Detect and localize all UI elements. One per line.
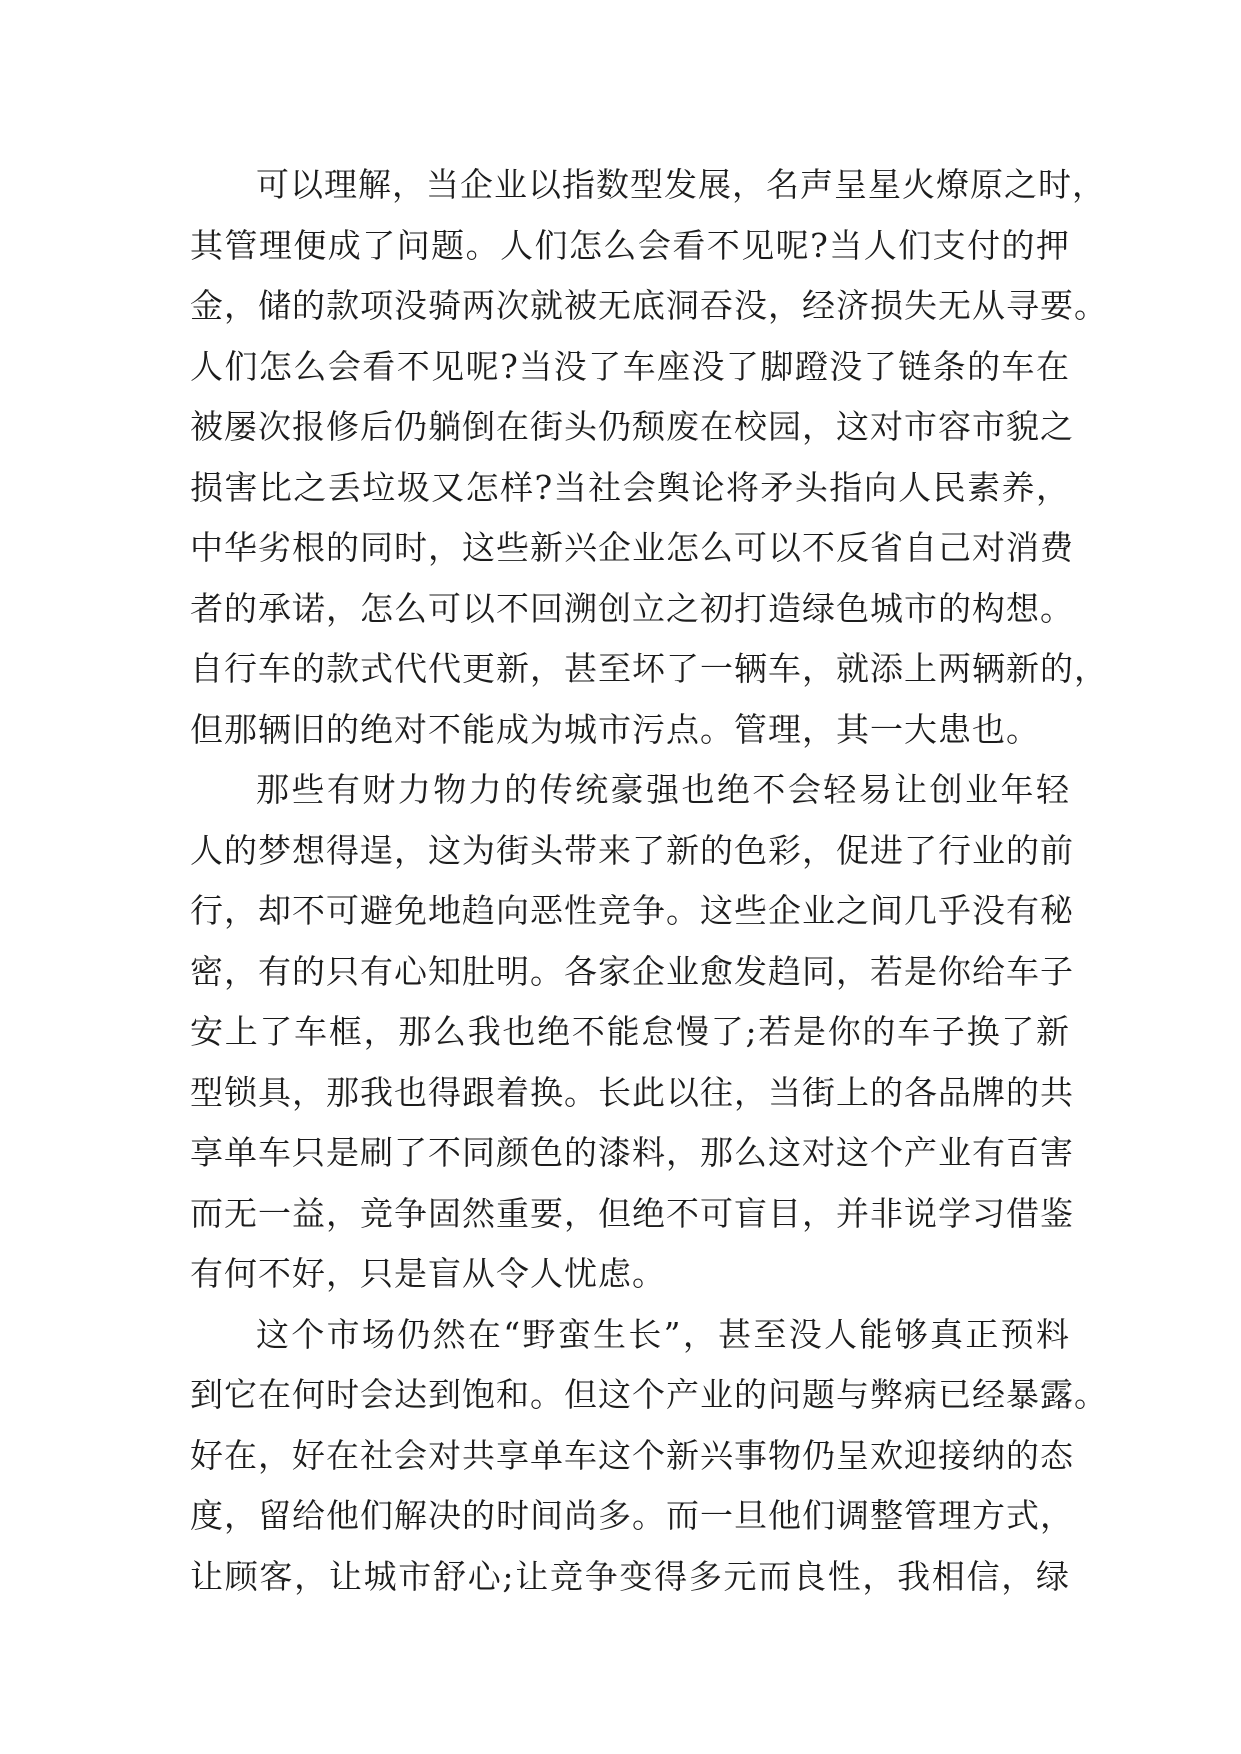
paragraph-2-line-1: 那些有财力物力的传统豪强也绝不会轻易让创业年轻 [256, 770, 1070, 809]
paragraph-3-line-2: 到它在何时会达到饱和。但这个产业的问题与弊病已经暴露。 [190, 1375, 1108, 1414]
paragraph-3-line-3: 好在，好在社会对共享单车这个新兴事物仍呈欢迎接纳的态 [190, 1435, 1074, 1475]
paragraph-1-line-2: 其管理便成了问题。人们怎么会看不见呢?当人们支付的押 [190, 225, 1070, 265]
paragraph-1-line-7: 中华劣根的同时，这些新兴企业怎么可以不反省自己对消费 [190, 528, 1074, 567]
paragraph-2-line-7: 享单车只是刷了不同颜色的漆料，那么这对这个产业有百害 [190, 1133, 1074, 1172]
paragraph-3-line-5: 让顾客，让城市舒心;让竞争变得多元而良性，我相信，绿 [190, 1556, 1070, 1596]
paragraph-2-line-9: 有何不好，只是盲从令人忧虑。 [190, 1254, 666, 1293]
document-body [190, 155, 1108, 1607]
paragraph-2-line-5: 安上了车框，那么我也绝不能怠慢了;若是你的车子换了新 [190, 1012, 1070, 1051]
paragraph-1-line-9: 自行车的款式代代更新，甚至坏了一辆车，就添上两辆新的， [190, 649, 1108, 688]
paragraph-2-line-8: 而无一益，竞争固然重要，但绝不可盲目，并非说学习借鉴 [190, 1193, 1074, 1233]
paragraph-2-line-4: 密，有的只有心知肚明。各家企业愈发趋同，若是你给车子 [190, 951, 1074, 991]
paragraph-2-line-2: 人的梦想得逞，这为街头带来了新的色彩，促进了行业的前 [190, 830, 1074, 870]
paragraph-3-line-4: 度，留给他们解决的时间尚多。而一旦他们调整管理方式， [190, 1496, 1074, 1535]
paragraph-1-line-8: 者的承诺，怎么可以不回溯创立之初打造绿色城市的构想。 [190, 588, 1074, 628]
paragraph-1-line-6: 损害比之丢垃圾又怎样?当社会舆论将矛头指向人民素养， [190, 467, 1070, 507]
paragraph-1-line-5: 被屡次报修后仍躺倒在街头仍颓废在校园，这对市容市貌之 [190, 407, 1074, 446]
paragraph-3-line-1: 这个市场仍然在“野蛮生长”，甚至没人能够真正预料 [256, 1314, 1070, 1354]
paragraph-1-line-10: 但那辆旧的绝对不能成为城市污点。管理，其一大患也。 [190, 709, 1040, 749]
paragraph-1-line-1: 可以理解，当企业以指数型发展，名声呈星火燎原之时， [256, 165, 1106, 204]
paragraph-2-line-6: 型锁具，那我也得跟着换。长此以往，当街上的各品牌的共 [190, 1072, 1074, 1112]
paragraph-1-line-4: 人们怎么会看不见呢?当没了车座没了脚蹬没了链条的车在 [190, 346, 1070, 386]
paragraph-2-line-3: 行，却不可避免地趋向恶性竞争。这些企业之间几乎没有秘 [190, 891, 1074, 930]
paragraph-1-line-3: 金，储的款项没骑两次就被无底洞吞没，经济损失无从寻要。 [190, 286, 1108, 325]
